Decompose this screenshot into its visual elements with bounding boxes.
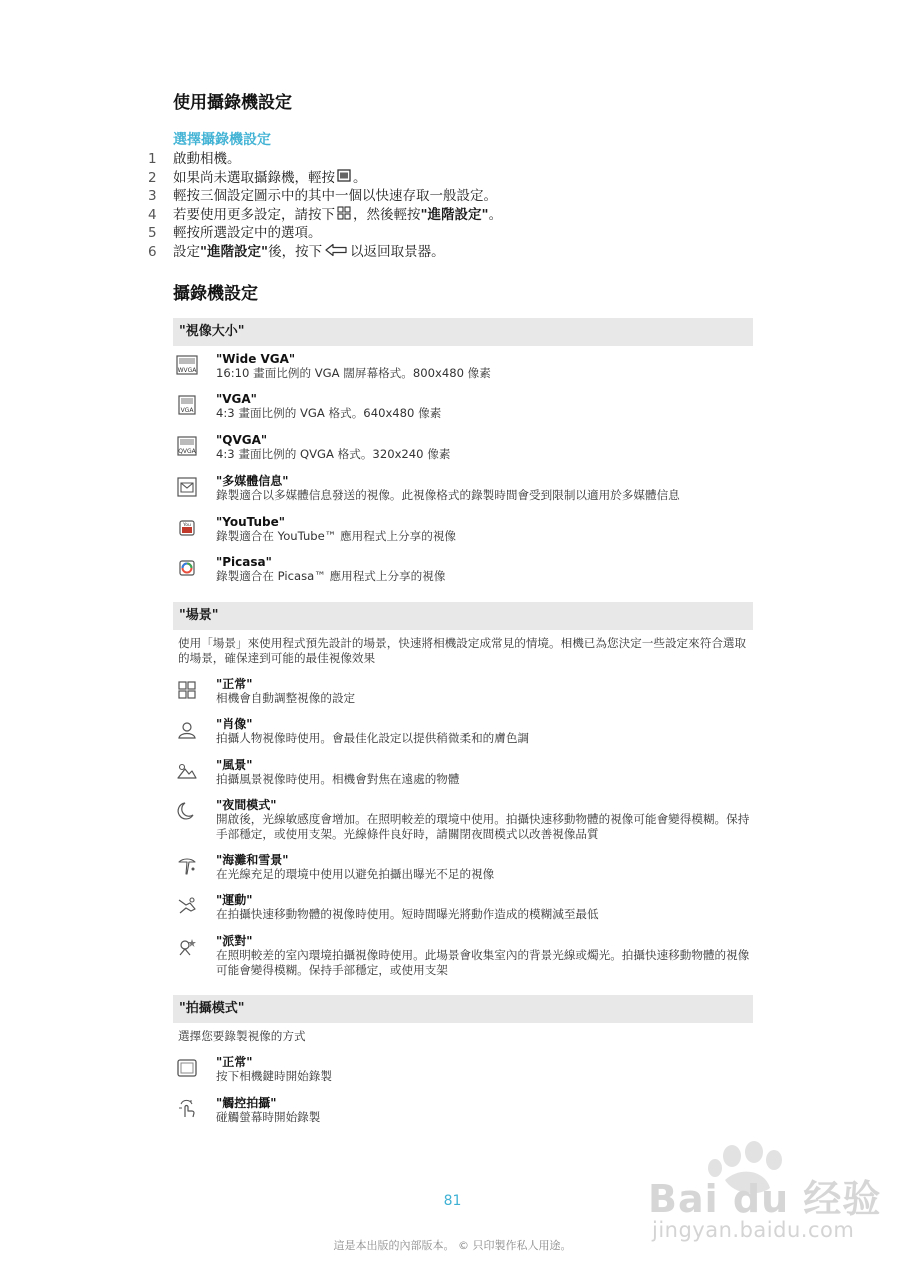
item-desc: 碰觸螢幕時開始錄製 [216, 1110, 321, 1124]
step-text: 若要使用更多設定，請按下 [173, 206, 335, 223]
touch-capture-icon [176, 1099, 198, 1119]
step-text-mid: ，然後輕按 [353, 206, 421, 223]
heading-use-camcorder-settings: 使用攝錄機設定 [173, 93, 292, 113]
party-icon [176, 937, 198, 957]
item-desc: 4:3 畫面比例的 VGA 格式。640x480 像素 [216, 406, 442, 420]
item-desc: 在拍攝快速移動物體的視像時使用。短時間曝光將動作造成的模糊減至最低 [216, 907, 599, 921]
svg-text:WVGA: WVGA [177, 367, 197, 374]
step-number: 1 [148, 151, 157, 167]
item-desc: 在光線充足的環境中使用以避免拍攝出曝光不足的視像 [216, 867, 495, 881]
step-text-end: 以返回取景器。 [350, 243, 445, 260]
subheading-select-settings: 選擇攝錄機設定 [173, 132, 271, 148]
normal-mode-icon [176, 1058, 198, 1078]
scenes-description: 使用「場景」來使用程式預先設計的場景，快速將相機設定成常見的情境。相機已為您決定一些設定來符合選取的場景，確保達到可能的最佳視像效果 [178, 636, 747, 665]
step-4 [148, 206, 768, 225]
step-text: 設定 [173, 243, 200, 260]
item-desc: 拍攝人物視像時使用。會最佳化設定以提供稍微柔和的膚色調 [216, 731, 530, 745]
shooting-mode-description: 選擇您要錄製視像的方式 [178, 1029, 306, 1043]
item-desc: 在照明較差的室內環境拍攝視像時使用。此場景會收集室內的背景光線或燭光。拍攝快速移動物體的視像可能會變得模糊。保持手部穩定，或使用支架 [216, 948, 750, 977]
watermark-url: jingyan.baidu.com [652, 1218, 855, 1242]
sports-icon [176, 896, 198, 916]
item-title: "觸控拍攝" [216, 1096, 277, 1110]
step-5 [148, 224, 768, 243]
step-text: 啟動相機。 [173, 151, 241, 167]
beach-snow-icon [176, 856, 198, 876]
step-number: 3 [148, 188, 157, 205]
section-video-size: "視像大小" [173, 318, 753, 346]
normal-scene-icon [176, 680, 198, 700]
footer-notice: 這是本出版的內部版本。 © 只印製作私人用途。 [333, 1239, 572, 1252]
step-3 [148, 187, 768, 206]
item-title: "風景" [216, 758, 253, 772]
qvga-icon [176, 436, 198, 456]
menu-grid-icon [337, 206, 351, 220]
item-title: "運動" [216, 893, 253, 907]
section-scenes: "場景" [173, 602, 753, 630]
heading-camcorder-settings: 攝錄機設定 [173, 284, 258, 304]
back-arrow-icon [324, 243, 348, 257]
item-desc: 錄製適合在 YouTube™ 應用程式上分享的視像 [216, 529, 457, 543]
svg-text:You: You [183, 523, 191, 528]
steps-list [148, 150, 768, 262]
item-desc: 拍攝風景視像時使用。相機會對焦在遠處的物體 [216, 772, 460, 786]
item-desc: 按下相機鍵時開始錄製 [216, 1069, 332, 1083]
item-desc: 錄製適合在 Picasa™ 應用程式上分享的視像 [216, 569, 446, 583]
item-title: "肖像" [216, 717, 253, 731]
item-title: "Wide VGA" [216, 352, 296, 366]
step-text-end: 。 [353, 169, 367, 186]
page-number: 81 [443, 1193, 462, 1209]
item-title: "正常" [216, 1055, 253, 1069]
night-mode-icon [176, 801, 198, 821]
step-number: 4 [148, 206, 157, 223]
item-desc: 相機會自動調整視像的設定 [216, 691, 356, 705]
step-text-mid: 後，按下 [268, 243, 323, 260]
video-camera-icon [337, 169, 351, 182]
svg-text:VGA: VGA [180, 407, 194, 414]
item-desc: 錄製適合以多媒體信息發送的視像。此視像格式的錄製時間會受到限制以適用於多媒體信息 [216, 488, 680, 502]
step-number: 6 [148, 243, 157, 260]
item-title: "夜間模式" [216, 798, 277, 812]
item-title: "海灘和雪景" [216, 853, 289, 867]
step-6 [148, 243, 768, 262]
picasa-icon [176, 558, 198, 578]
step-text: 輕按三個設定圖示中的其中一個以快速存取一般設定。 [173, 188, 497, 205]
item-title: "Picasa" [216, 555, 272, 569]
youtube-icon [176, 518, 198, 538]
item-desc: 16:10 畫面比例的 VGA 闊屏幕格式。800x480 像素 [216, 366, 491, 380]
wide-vga-icon [176, 355, 198, 375]
step-bold-advanced: "進階設定" [420, 206, 489, 223]
svg-text:QVGA: QVGA [178, 448, 196, 455]
portrait-icon [176, 720, 198, 740]
step-number: 5 [148, 225, 157, 242]
item-title: "多媒體信息" [216, 474, 289, 488]
step-number: 2 [148, 169, 157, 186]
step-1 [148, 150, 768, 169]
step-text-end: 。 [488, 206, 503, 223]
step-text: 如果尚未選取攝錄機，輕按 [173, 169, 335, 186]
item-title: "QVGA" [216, 433, 268, 447]
item-title: "派對" [216, 934, 253, 948]
step-2 [148, 169, 768, 188]
item-title: "正常" [216, 677, 253, 691]
item-title: "VGA" [216, 392, 257, 406]
step-bold-advanced: "進階設定" [200, 243, 269, 260]
item-desc: 開啟後，光線敏感度會增加。在照明較差的環境中使用。拍攝快速移動物體的視像可能會變得模糊。保持手部穩定，或使用支架。光線條件良好時，請關閉夜間模式以改善視像品質 [216, 812, 750, 841]
landscape-icon [176, 761, 198, 781]
item-title: "YouTube" [216, 515, 286, 529]
mms-icon [176, 477, 198, 497]
item-desc: 4:3 畫面比例的 QVGA 格式。320x240 像素 [216, 447, 451, 461]
step-text: 輕按所選設定中的選項。 [173, 225, 322, 242]
vga-icon [176, 395, 198, 415]
section-shooting-mode: "拍攝模式" [173, 995, 753, 1023]
watermark-baidu-jingyan: Bai du 经验 [648, 1177, 882, 1221]
